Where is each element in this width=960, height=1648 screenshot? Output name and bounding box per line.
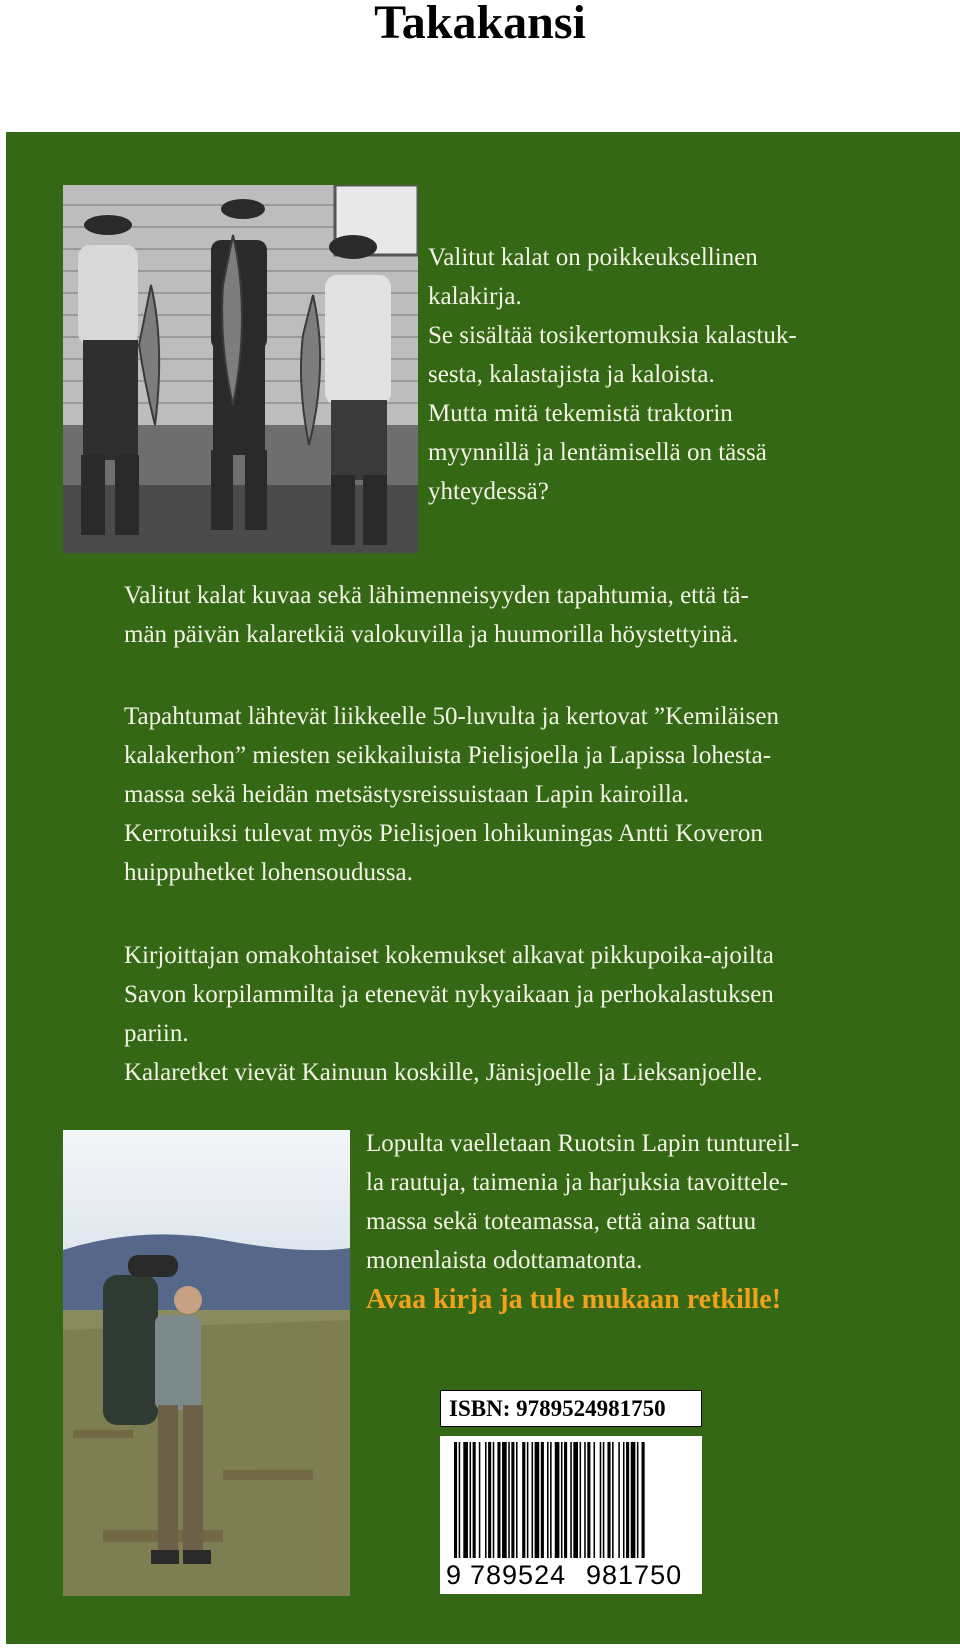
barcode-bar bbox=[637, 1442, 639, 1558]
barcode-bar bbox=[623, 1442, 625, 1558]
barcode-bar bbox=[532, 1442, 534, 1558]
text-line: Kalaretket vievät Kainuun koskille, Jänisjoelle ja Lieksanjoelle. bbox=[124, 1059, 763, 1086]
text-line: Valitut kalat on poikkeuksellinen bbox=[428, 244, 758, 271]
text-line: Se sisältää tosikertomuksia kalastuk- bbox=[428, 322, 797, 349]
photo-fishermen bbox=[63, 185, 418, 553]
text-line: Kirjoittajan omakohtaiset kokemukset alkavat pikkupoika-ajoilta bbox=[124, 942, 774, 969]
barcode-bar bbox=[511, 1442, 514, 1558]
text-line: Kerrotuiksi tulevat myös Pielisjoen lohikuningas Antti Koveron bbox=[124, 820, 763, 847]
text-line: yhteydessä? bbox=[428, 478, 549, 505]
text-line: Tapahtumat lähtevät liikkeelle 50-luvulta ja kertovat ”Kemiläisen bbox=[124, 703, 779, 730]
paragraph-2 bbox=[124, 576, 749, 654]
barcode-bar bbox=[527, 1442, 529, 1558]
callout: Avaa kirja ja tule mukaan retkille! bbox=[366, 1284, 782, 1315]
barcode-bar bbox=[573, 1442, 578, 1558]
barcode-bar bbox=[612, 1442, 614, 1558]
barcode-bar bbox=[459, 1442, 461, 1558]
paragraph-4 bbox=[124, 936, 774, 1092]
paragraph-5 bbox=[366, 1124, 799, 1319]
text-line: pariin. bbox=[124, 1020, 189, 1047]
barcode-bar bbox=[454, 1442, 457, 1558]
barcode-bar bbox=[570, 1442, 572, 1558]
text-line: män päivän kalaretkiä valokuvilla ja huumorilla höystettyinä. bbox=[124, 621, 739, 648]
photo-hiker bbox=[63, 1130, 350, 1596]
barcode-bar bbox=[631, 1442, 636, 1558]
text-line: la rautuja, taimenia ja harjuksia tavoittele- bbox=[366, 1169, 789, 1196]
barcode-bar bbox=[594, 1442, 596, 1558]
text-line: Savon korpilammilta ja etenevät nykyaikaan ja perhokalastuksen bbox=[124, 981, 774, 1008]
barcode-bar bbox=[561, 1442, 563, 1558]
barcode-digit-group-2: 981750 bbox=[586, 1560, 683, 1590]
barcode-bar bbox=[603, 1442, 605, 1558]
text-line: myynnillä ja lentämisellä on tässä bbox=[428, 439, 767, 466]
barcode-bar bbox=[522, 1442, 525, 1558]
barcode-bar bbox=[555, 1442, 560, 1558]
text-line: sesta, kalastajista ja kaloista. bbox=[428, 361, 715, 388]
barcode-bar bbox=[626, 1442, 629, 1558]
text-line: Mutta mitä tekemistä traktorin bbox=[428, 400, 733, 427]
text-line: massa sekä toteamassa, että aina sattuu bbox=[366, 1208, 757, 1235]
barcode-bar bbox=[541, 1442, 544, 1558]
text-line: kalakerhon” miesten seikkailuista Pielisjoella ja Lapissa lohesta- bbox=[124, 742, 772, 769]
barcode-bar bbox=[587, 1442, 590, 1558]
barcode-bar bbox=[493, 1442, 495, 1558]
paragraph-3 bbox=[124, 697, 779, 892]
intro-text bbox=[428, 238, 797, 511]
text-line: kalakirja. bbox=[428, 283, 522, 310]
barcode-bar bbox=[584, 1442, 586, 1558]
text-line: Lopulta vaelletaan Ruotsin Lapin tuntureil- bbox=[366, 1130, 800, 1157]
barcode-bar bbox=[502, 1442, 507, 1558]
barcode-bars bbox=[440, 1436, 702, 1560]
barcode bbox=[440, 1436, 702, 1594]
text-line: huippuhetket lohensoudussa. bbox=[124, 859, 413, 886]
text-line: massa sekä heidän metsästysreissuistaan Lapin kairoilla. bbox=[124, 781, 690, 808]
barcode-bar bbox=[470, 1442, 472, 1558]
barcode-bar bbox=[463, 1442, 468, 1558]
barcode-bar bbox=[479, 1442, 481, 1558]
barcode-bar bbox=[473, 1442, 476, 1558]
barcode-bar bbox=[642, 1442, 645, 1558]
page-title: Takakansi bbox=[374, 0, 586, 49]
barcode-bar bbox=[564, 1442, 567, 1558]
isbn-label: ISBN: 9789524981750 bbox=[440, 1390, 702, 1427]
barcode-bar bbox=[508, 1442, 510, 1558]
barcode-bar bbox=[580, 1442, 582, 1558]
text-line: Valitut kalat kuvaa sekä lähimenneisyyden tapahtumia, että tä- bbox=[124, 582, 749, 609]
barcode-digit-group-1: 789524 bbox=[470, 1560, 567, 1590]
text-line: monenlaista odottamatonta. bbox=[366, 1247, 643, 1274]
barcode-digits bbox=[440, 1558, 702, 1592]
barcode-digit-lead: 9 bbox=[446, 1560, 463, 1590]
barcode-bar bbox=[516, 1442, 518, 1558]
barcode-bar bbox=[550, 1442, 552, 1558]
barcode-bar bbox=[497, 1442, 500, 1558]
barcode-bar bbox=[600, 1442, 602, 1558]
barcode-bar bbox=[488, 1442, 491, 1558]
barcode-bar bbox=[618, 1442, 620, 1558]
barcode-bar bbox=[535, 1442, 540, 1558]
barcode-bar bbox=[485, 1442, 487, 1558]
barcode-bar bbox=[607, 1442, 610, 1558]
barcode-bar bbox=[547, 1442, 549, 1558]
